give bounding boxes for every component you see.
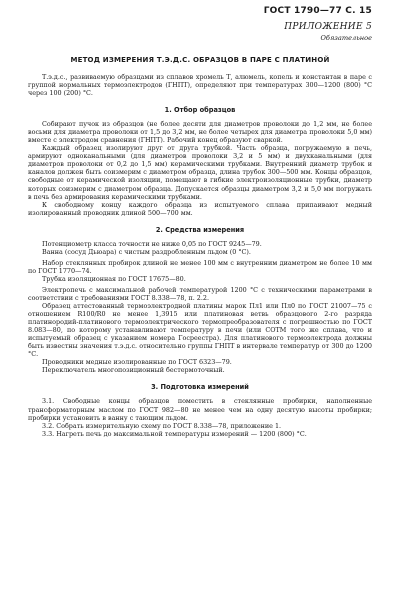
paragraph: 3.1. Свободные концы образцов поместить в стеклянные пробирки, наполненные трансформаторным маслом по ГОСТ 982—80 не менее чем на одну десятую высоты пробирки; пробирки установить в ванну с тающим льдом. [28,397,372,422]
paragraph: Образец аттестованный термоэлектродной платины марок Пл1 или Пл0 по ГОСТ 21007—75 с отношением R100/R0 не менее 1,3915 или платиновая ветвь образцового 2-го разряда платинородий-платинового термоэлектрического термопреобразователя с погрешностью по ГОСТ 8.083—80, по которому устанавливают температуру в печи (или СОТМ того же сплава, что и испытуемый образец с указанием номера Госреестра). Для платинового термоэлектрода должны быть известны значения т.э.д.с. относительно группы ГНПТ в интервале температур от 300 до 1200 °С. [28,302,372,359]
intro-paragraph: Т.э.д.с., развиваемую образцами из сплавов хромель Т, алюмель, копель и константан в паре с группой нормальных термоэлектродов (ГНПТ), определяют при температурах 300—1200 (800) °С через 100 (200) °С. [28,73,372,98]
paragraph: Собирают пучок из образцов (не более десяти для диаметров проволоки до 1,2 мм, не более восьми для диаметра проволоки от 1,5 до 3,2 мм, не более четырех для диаметра проволоки 5,0 мм) вместе с электродом сравнения (ГНПТ). Рабочий конец образуют сваркой. [28,120,372,145]
section-heading: 1. Отбор образцов [164,106,236,115]
paragraph: Ванна (сосуд Дьюара) с чистым раздробленным льдом (0 °С). [42,247,251,256]
appendix-label: ПРИЛОЖЕНИЕ 5 [284,22,372,32]
document-title: МЕТОД ИЗМЕРЕНИЯ Т.Э.Д.С. ОБРАЗЦОВ В ПАРЕ С ПЛАТИНОЙ [70,56,330,64]
paragraph: Каждый образец изолируют друг от друга трубкой. Часть образца, погружаемую в печь, армируют одноканальными (для диаметров проволоки 3,2 и 5 мм) и двухканальными (для диаметров проволоки от 0,2 до 1,5 мм) керамическими трубками. Внутренний диаметр трубок и каналов должен быть соизмерим с диаметром образца, длина трубок 300—500 мм. Концы образцов, свободные от керамической изоляции, помещают в гибкие электроизоляционные трубки, диаметр которых соизмерим с диаметром образца. Допускается образцы диаметром 3,2 и 5,0 мм погружать в печь без армирования керамическими трубками. [28,144,372,201]
paragraph: Трубка изоляционная по ГОСТ 17675—80. [42,274,186,283]
paragraph: Проводники медные изолированные по ГОСТ 6323—79. [42,358,232,367]
paragraph: Переключатель многопозиционный бестермоточный. [42,366,225,375]
appendix-type: Обязательное [320,34,372,42]
paragraph: 3.3. Нагреть печь до максимальной температуры измерений — 1200 (800) °С. [42,429,307,438]
section-heading: 3. Подготовка измерений [151,383,249,392]
paragraph: Потенциометр класса точности не ниже 0,05 по ГОСТ 9245—79. [42,239,262,248]
section-heading: 2. Средства измерения [155,225,245,234]
paragraph: 3.2. Собрать измерительную схему по ГОСТ 8.338—78, приложение 1. [42,421,282,430]
page-header: ГОСТ 1790—77 С. 15 [263,6,372,16]
paragraph: К свободному концу каждого образца из испытуемого сплава припаивают медный изолированный проводник длиной 500—700 мм. [28,200,372,217]
paragraph: Набор стеклянных пробирок длиной не менее 100 мм с внутренним диаметром не более 10 мм по ГОСТ 1770—74. [28,258,372,275]
paragraph: Электропечь с максимальной рабочей температурой 1200 °С с техническими параметрами в соответствии с требованиями ГОСТ 8.338—78, п. 2.2. [28,285,372,302]
